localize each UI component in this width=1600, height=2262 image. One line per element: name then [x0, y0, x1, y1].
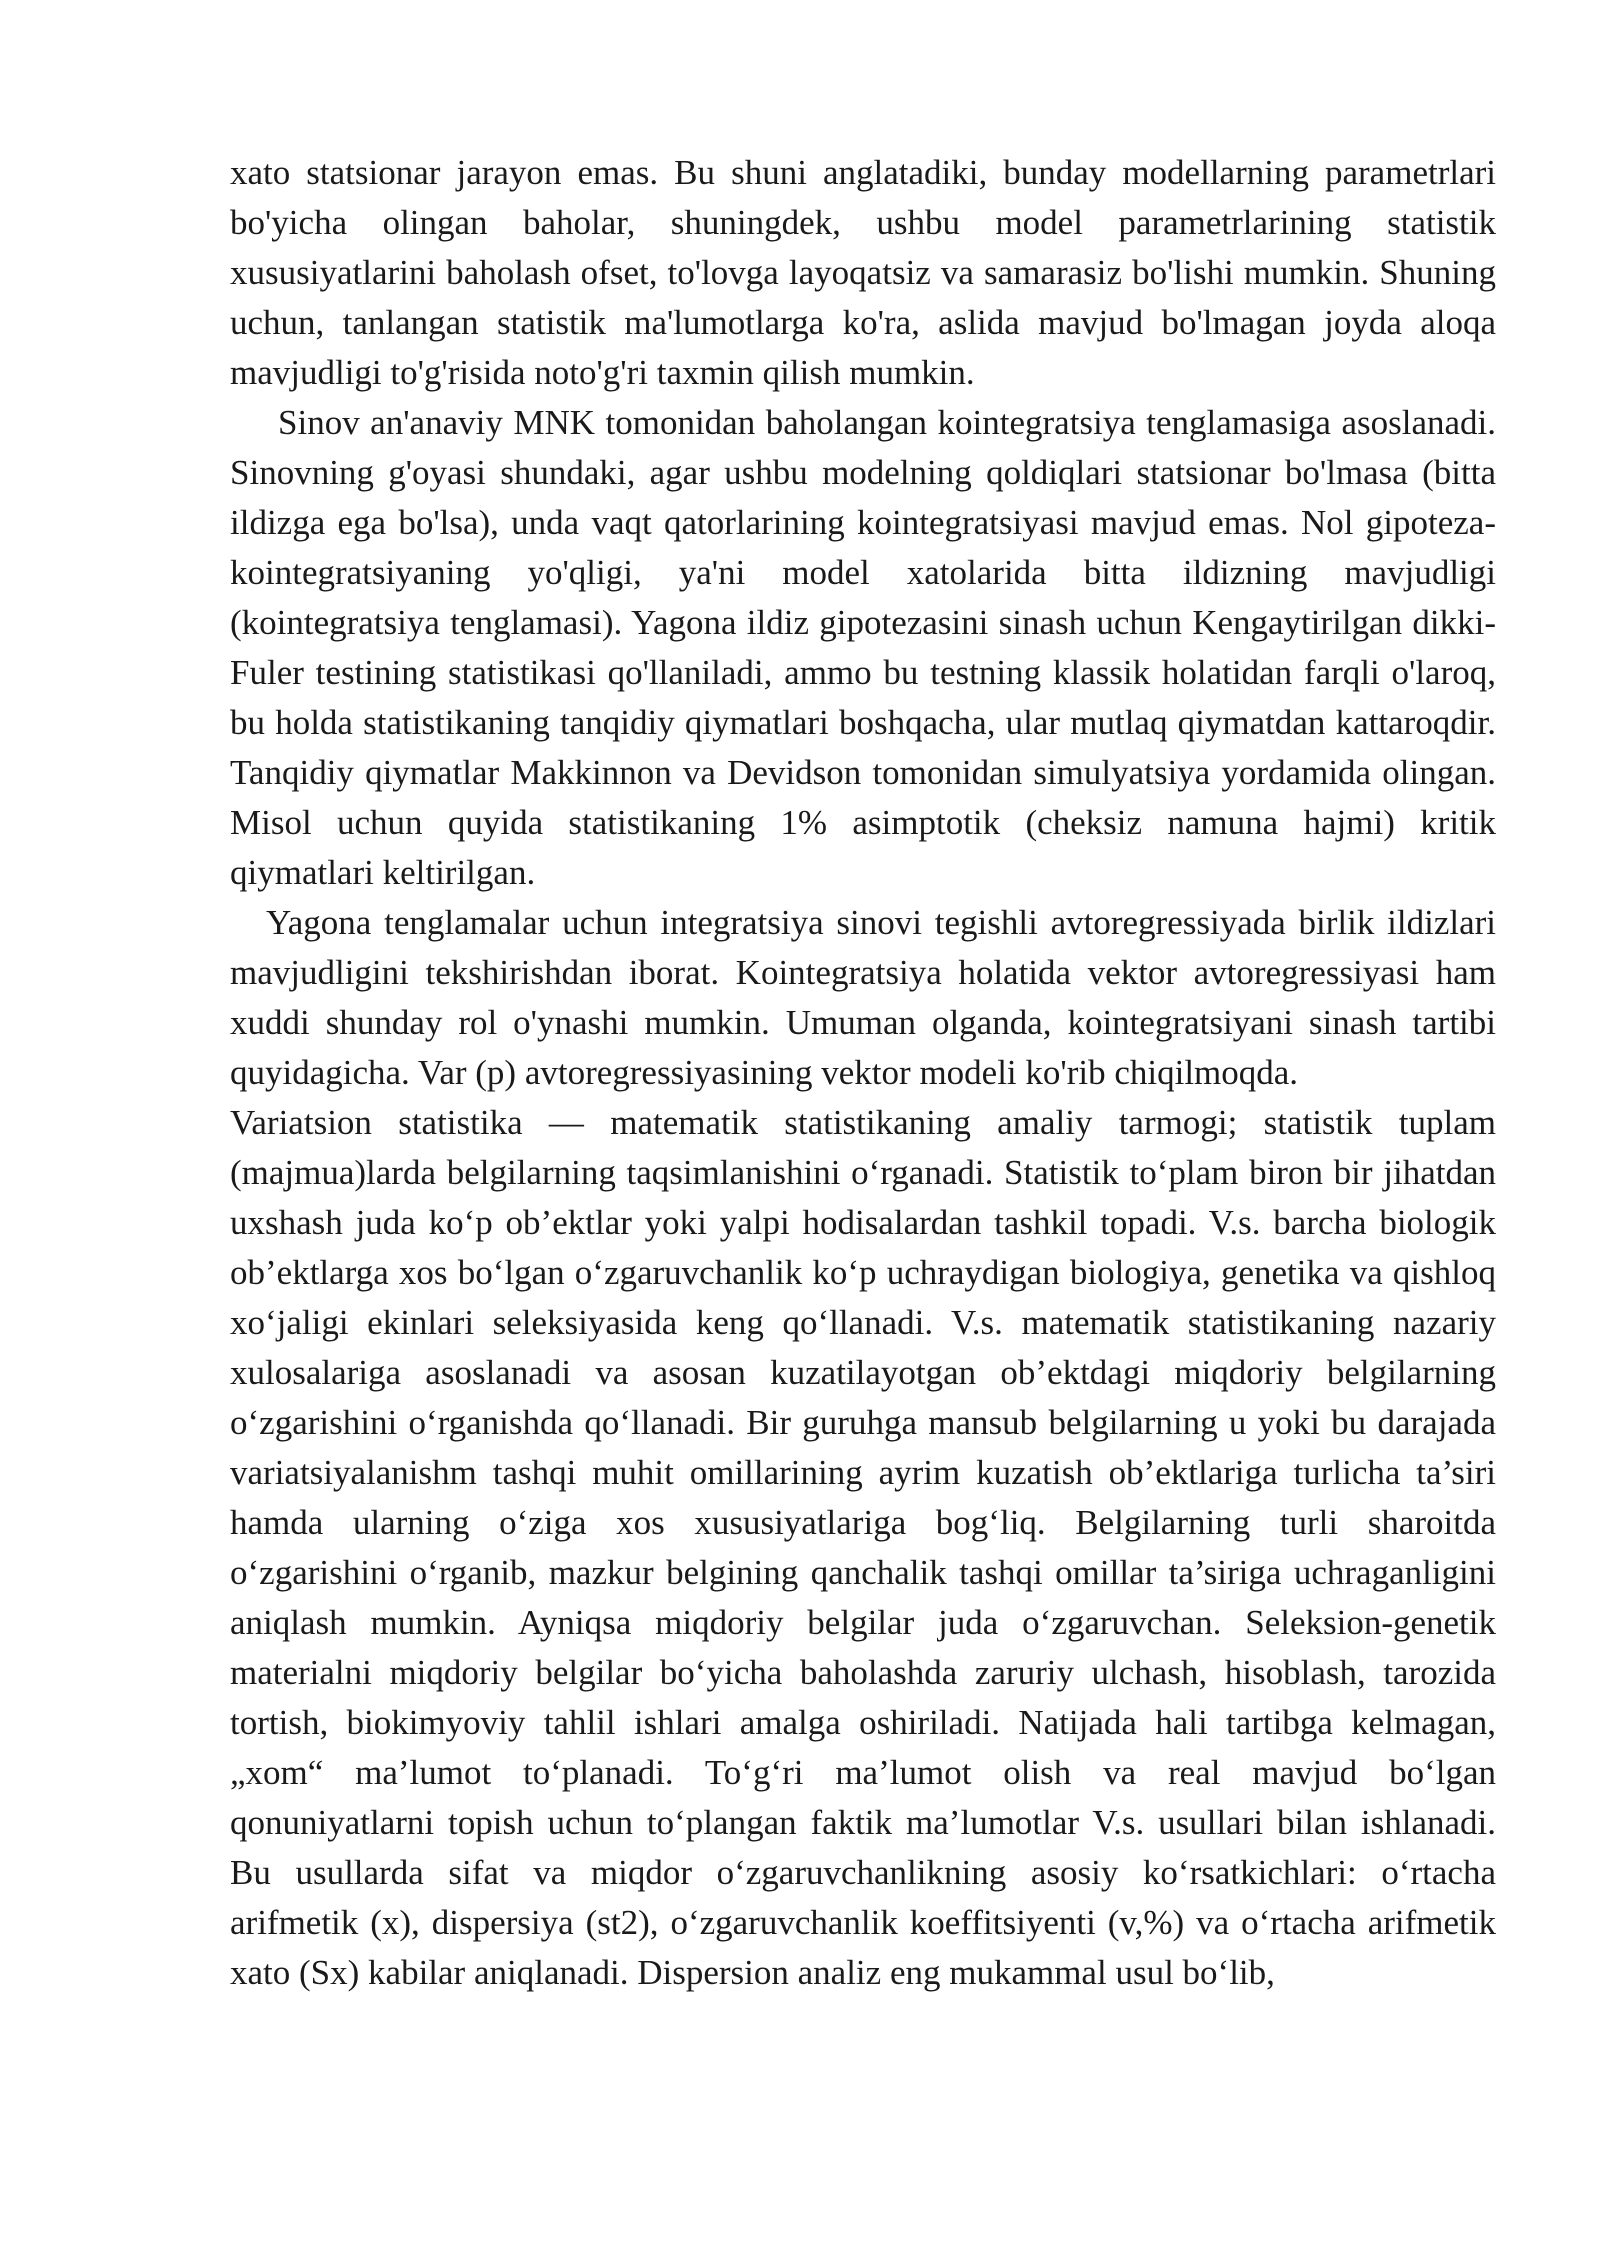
paragraph-continuation: xato statsionar jarayon emas. Bu shuni anglatadiki, bunday modellarning parametrlari bo'yicha olingan baholar, shuningdek, ushbu model parametrlarining statistik xususiyatlarini baholash ofset, to'lovga layoqatsiz va samarasiz bo'lishi mumkin. Shuning uchun, tanlangan statistik ma'lumotlarga ko'ra, aslida mavjud bo'lmagan joyda aloqa mavjudligi to'g'risida noto'g'ri taxmin qilish mumkin. — [230, 153, 1496, 392]
paragraph-variational-statistics: Variatsion statistika — matematik statistikaning amaliy tarmogi; statistik tuplam (majmua)larda belgilarning taqsimlanishini o‘rganadi. Statistik to‘plam biron bir jihatdan uxshash juda ko‘p ob’ektlar yoki yalpi hodisalardan tashkil topadi. V.s. barcha biologik ob’ektlarga xos bo‘lgan o‘zgaruvchanlik ko‘p uchraydigan biologiya, genetika va qishloq xo‘jaligi ekinlari seleksiyasida keng qo‘llanadi. V.s. matematik statistikaning nazariy xulosalariga asoslanadi va asosan kuzatilayotgan ob’ektdagi miqdoriy belgilarning o‘zgarishini o‘rganishda qo‘llanadi. Bir guruhga mansub belgilarning u yoki bu darajada variatsiyalanishm tashqi muhit omillarining ayrim kuzatish ob’ektlariga turlicha ta’siri hamda ularning o‘ziga xos xususiyatlariga bog‘liq. Belgilarning turli sharoitda o‘zgarishini o‘rganib, mazkur belgining qanchalik tashqi omillar ta’siriga uchraganligini aniqlash mumkin. Ayniqsa miqdoriy belgilar juda o‘zgaruvchan. Seleksion-genetik materialni miqdoriy belgilar bo‘yicha baholashda zaruriy ulchash, hisoblash, tarozida tortish, biokimyoviy tahlil ishlari amalga oshiriladi. Natijada hali tartibga kelmagan, „xom“ ma’lumot to‘planadi. To‘g‘ri ma’lumot olish va real mavjud bo‘lgan qonuniyatlarni topish uchun to‘plangan faktik ma’lumotlar V.s. usullari bilan ishlanadi. Bu usullarda sifat va miqdor o‘zgaruvchanlikning asosiy ko‘rsatkichlari: o‘rtacha arifmetik (x), dispersiya (st2), o‘zgaruvchanlik koeffitsiyenti (v,%) va o‘rtacha arifmetik xato (Sx) kabilar aniqlanadi. Dispersion analiz eng mukammal usul bo‘lib, — [230, 1103, 1496, 1992]
document-page — [230, 148, 1496, 1998]
paragraph-cointegration-test: Sinov an'anaviy MNK tomonidan baholangan kointegratsiya tenglamasiga asoslanadi. Sinovning g'oyasi shundaki, agar ushbu modelning qoldiqlari statsionar bo'lmasa (bitta ildizga ega bo'lsa), unda vaqt qatorlarining kointegratsiyasi mavjud emas. Nol gipoteza-kointegratsiyaning yo'qligi, ya'ni model xatolarida bitta ildizning mavjudligi (kointegratsiya tenglamasi). Yagona ildiz gipotezasini sinash uchun Kengaytirilgan dikki-Fuler testining statistikasi qo'llaniladi, ammo bu testning klassik holatidan farqli o'laroq, bu holda statistikaning tanqidiy qiymatlari boshqacha, ular mutlaq qiymatdan kattaroqdir. Tanqidiy qiymatlar Makkinnon va Devidson tomonidan simulyatsiya yordamida olingan. Misol uchun quyida statistikaning 1% asimptotik (cheksiz namuna hajmi) kritik qiymatlari keltirilgan. — [230, 403, 1496, 892]
paragraph-single-equations: Yagona tenglamalar uchun integratsiya sinovi tegishli avtoregressiyada birlik ildizlari mavjudligini tekshirishdan iborat. Kointegratsiya holatida vektor avtoregressiyasi ham xuddi shunday rol o'ynashi mumkin. Umuman olganda, kointegratsiyani sinash tartibi quyidagicha. Var (p) avtoregressiyasining vektor modeli ko'rib chiqilmoqda. — [230, 903, 1496, 1092]
